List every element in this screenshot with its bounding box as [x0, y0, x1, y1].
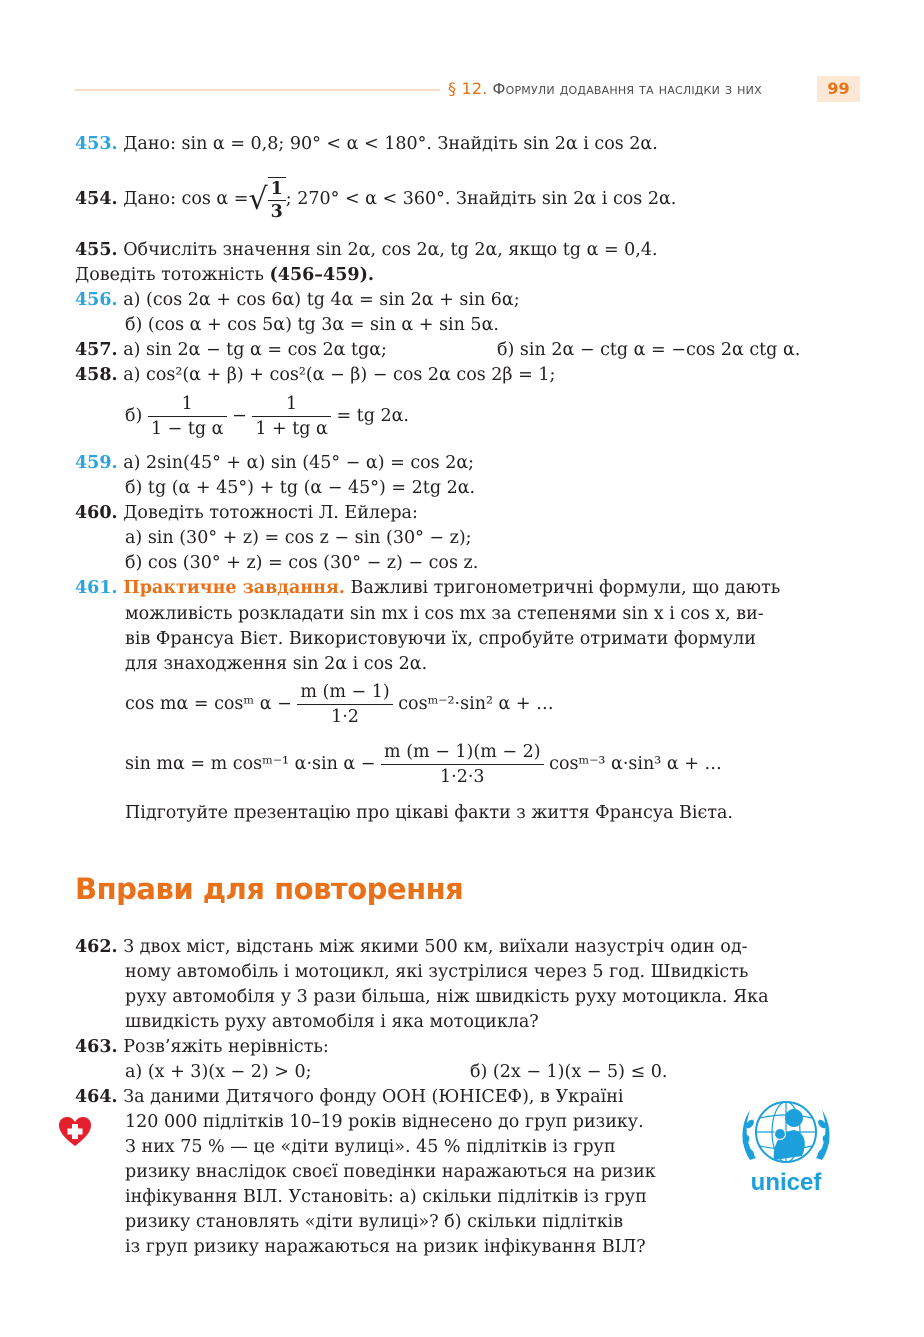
fraction-2	[252, 392, 331, 441]
denominator: 1·2·3	[381, 764, 544, 789]
problem-number: 457.	[75, 340, 118, 360]
formula-lhs: cos mα = cosᵐ α −	[125, 694, 292, 714]
problem-456	[75, 289, 520, 311]
numerator: 1	[286, 394, 298, 414]
problem-464-line-6: ризику становлять «діти вулиці»? б) скільки підлітків	[125, 1212, 624, 1232]
problem-464-line-2: 120 000 підлітків 10–19 років віднесено до груп ризику.	[125, 1112, 644, 1132]
problem-458	[75, 364, 555, 386]
numerator: m (m − 1)(m − 2)	[384, 742, 541, 762]
problem-number: 455.	[75, 240, 118, 260]
problem-number: 463.	[75, 1037, 118, 1057]
problem-464-line-7: із груп ризику наражаються на ризик інфікування ВІЛ?	[125, 1237, 646, 1257]
problem-458-b	[125, 392, 409, 441]
denominator: 3	[268, 200, 286, 223]
problem-462	[75, 936, 748, 958]
health-heart-icon	[59, 1117, 91, 1147]
problem-462-line-2: ному автомобіль і мотоцикл, які зустрілися через 5 год. Швидкість	[125, 962, 749, 982]
problem-number: 458.	[75, 365, 118, 385]
viete-formula-sin	[125, 740, 722, 789]
formula-rhs: cosᵐ⁻²·sin² α + …	[398, 694, 554, 714]
denominator: 1 + tg α	[252, 416, 331, 441]
problem-number: 456.	[75, 290, 118, 310]
rhs: = tg 2α.	[336, 406, 409, 426]
problem-457	[75, 339, 387, 361]
problem-455	[75, 239, 658, 261]
problem-457-b: б) sin 2α − ctg α = −cos 2α ctg α.	[497, 340, 801, 360]
part-a: а) cos²(α + β) + cos²(α − β) − cos 2α cos 2β = 1;	[123, 365, 556, 385]
part-label: б)	[125, 406, 143, 426]
problem-number: 462.	[75, 937, 118, 957]
problem-464-line-5: інфікування ВІЛ. Установіть: а) скільки підлітків із груп	[125, 1187, 647, 1207]
problem-463-b: б) (2x − 1)(x − 5) ≤ 0.	[470, 1062, 668, 1082]
problem-number: 454.	[75, 189, 118, 209]
instruction-text: Доведіть тотожність	[75, 265, 264, 285]
formula-fraction	[381, 740, 544, 789]
problem-464-line-4: ризику внаслідок своєї поведінки наражаються на ризик	[125, 1162, 656, 1182]
problem-459	[75, 452, 474, 474]
unicef-logo-text: unicef	[750, 1169, 822, 1196]
formula-fraction	[297, 680, 392, 729]
viete-formula-cos	[125, 680, 554, 729]
problem-460	[75, 502, 418, 524]
problem-464-line-3: З них 75 % — це «діти вулиці». 45 % підлітків із груп	[125, 1137, 616, 1157]
section-title: Формули додавання та наслідки з них	[492, 80, 762, 98]
running-header	[448, 79, 762, 98]
problem-462-line-3: руху автомобіля у 3 рази більша, ніж швидкість руху мотоцикла. Яка	[125, 987, 769, 1007]
problem-461-line-3: вів Франсуа Вієт. Використовуючи їх, спробуйте отримати формули	[125, 629, 756, 649]
problem-456-b: б) (cos α + cos 5α) tg 3α = sin α + sin 5α.	[125, 315, 499, 335]
problem-number: 453.	[75, 134, 118, 154]
problem-text: З двох міст, відстань між якими 500 км, виїхали назустріч один од-	[123, 937, 748, 957]
problem-461-line-4: для знаходження sin 2α і cos 2α.	[125, 654, 428, 674]
problem-461	[75, 577, 780, 599]
page-number: 99	[817, 76, 860, 102]
problem-463	[75, 1036, 329, 1058]
part-a: а) sin 2α − tg α = cos 2α tgα;	[123, 340, 387, 360]
problem-463-a: а) (x + 3)(x − 2) > 0;	[125, 1062, 312, 1082]
problem-460-b: б) cos (30° + z) = cos (30° − z) − cos z.	[125, 553, 479, 573]
problem-453	[75, 133, 658, 155]
denominator: 1 − tg α	[148, 416, 227, 441]
prove-instruction	[75, 264, 374, 286]
numerator: m (m − 1)	[300, 682, 390, 702]
task-label: Практичне завдання.	[123, 578, 345, 598]
problem-459-b: б) tg (α + 45°) + tg (α − 45°) = 2tg 2α.	[125, 478, 476, 498]
problem-text-cont: ; 270° < α < 360°. Знайдіть sin 2α і cos 2α.	[285, 189, 677, 209]
numerator: 1	[270, 178, 283, 199]
unicef-logo-icon	[736, 1090, 836, 1200]
fraction-1	[148, 392, 227, 441]
section-heading: Вправи для повторення	[75, 872, 464, 906]
minus-sign: −	[232, 406, 247, 426]
problem-number: 460.	[75, 503, 118, 523]
problem-number: 464.	[75, 1087, 118, 1107]
problem-text: Обчисліть значення sin 2α, cos 2α, tg 2α, якщо tg α = 0,4.	[123, 240, 658, 260]
section-number: § 12.	[448, 79, 488, 98]
part-a: а) (cos 2α + cos 6α) tg 4α = sin 2α + sin 6α;	[123, 290, 520, 310]
numerator: 1	[181, 394, 193, 414]
part-a: а) 2sin(45° + α) sin (45° − α) = cos 2α;	[123, 453, 475, 473]
problem-number: 461.	[75, 578, 118, 598]
formula-lhs: sin mα = m cosᵐ⁻¹ α·sin α −	[125, 754, 376, 774]
problem-462-line-4: швидкість руху автомобіля і яка мотоцикла?	[125, 1012, 539, 1032]
problem-number: 459.	[75, 453, 118, 473]
problem-text: Доведіть тотожності Л. Ейлера:	[123, 503, 418, 523]
fraction	[268, 177, 286, 223]
formula-rhs: cosᵐ⁻³ α·sin³ α + …	[549, 754, 722, 774]
problem-461-line-2: можливість розкладати sin mx і cos mx за степенями sin x і cos x, ви-	[125, 604, 764, 624]
problem-454	[75, 175, 676, 224]
denominator: 1·2	[297, 704, 392, 729]
problem-text: Дано: cos α =	[123, 189, 249, 209]
problem-text: За даними Дитячого фонду ООН (ЮНІСЕФ), в Україні	[123, 1087, 624, 1107]
problem-461-end: Підготуйте презентацію про цікаві факти з життя Франсуа Вієта.	[125, 803, 733, 823]
problem-460-a: а) sin (30° + z) = cos z − sin (30° − z);	[125, 528, 472, 548]
problem-464	[75, 1086, 624, 1108]
sqrt-sign: √	[248, 181, 268, 217]
problem-text: Дано: sin α = 0,8; 90° < α < 180°. Знайдіть sin 2α і cos 2α.	[123, 134, 658, 154]
problem-text: Розв’яжіть нерівність:	[123, 1037, 329, 1057]
instruction-range: (456–459).	[269, 265, 374, 285]
problem-text: Важливі тригонометричні формули, що дають	[350, 578, 781, 598]
header-rule	[75, 89, 440, 91]
